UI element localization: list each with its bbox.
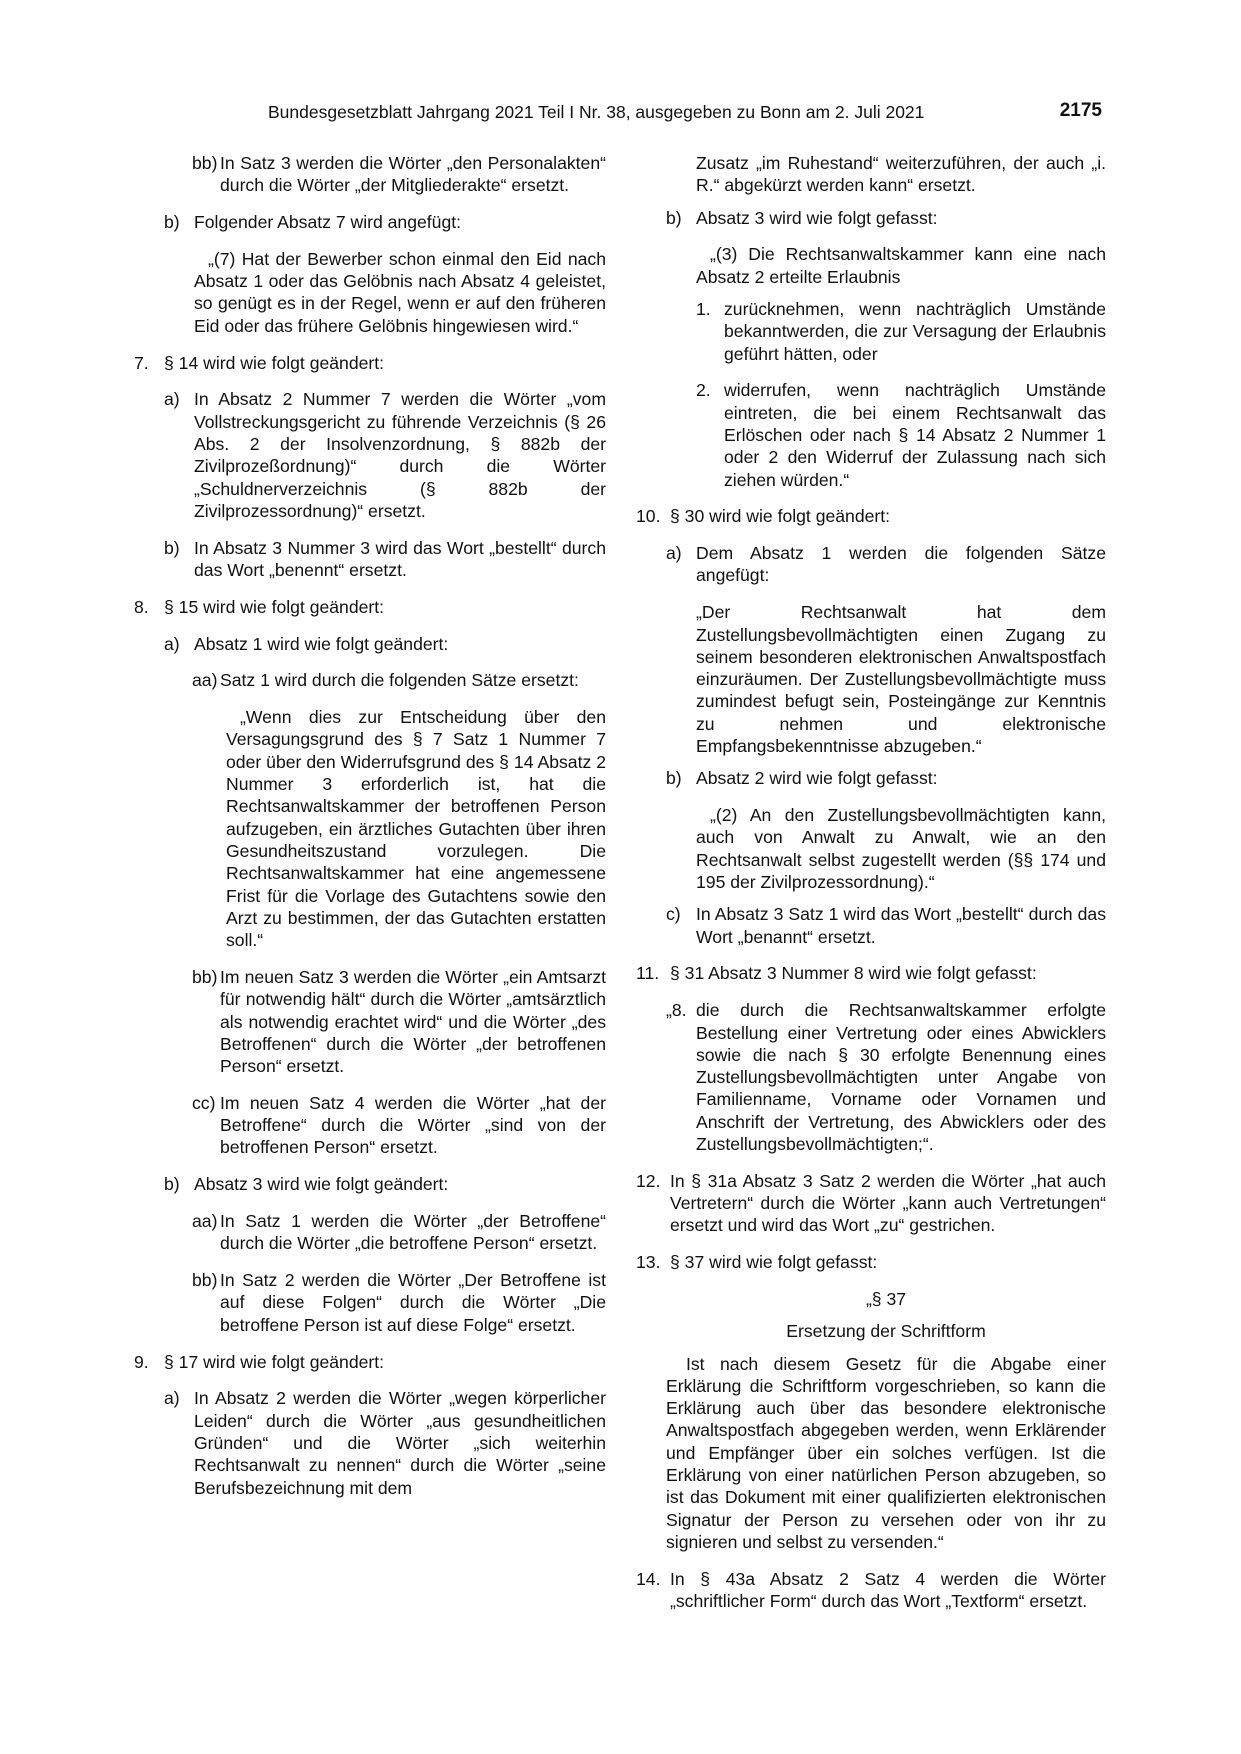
item-number: a) xyxy=(164,633,180,654)
item-number: 7. xyxy=(134,352,149,373)
item-number: a) xyxy=(666,543,682,564)
item-text: die durch die Rechtsanwaltskammer erfolgte Bestellung einer Vertretung oder eines Abwicklers sowie die nach § 30 erfolgte Benennung eines Zustellungsbevollmächtigten unter Angabe von Familienname, Vorname oder Vornamen und Anschrift der Vertretung, des Abwicklers oder des Zustellungsbevollmächtigten;“. xyxy=(696,1000,1106,1154)
quoted-text: „(7) Hat der Bewerber schon einmal den Eid nach Absatz 1 oder das Gelöbnis nach Absatz 4 geleistet, so genügt es in der Regel, wenn er auf den früheren Eid oder das frühere Gelöbnis hingewiesen wird.“ xyxy=(194,248,606,336)
quoted-text: „Wenn dies zur Entscheidung über den Versagungsgrund des § 7 Satz 1 Nummer 7 oder über den Widerrufsgrund des § 14 Absatz 2 Nummer 3 erforderlich ist, hat die Rechtsanwaltskammer der betroffenen Person aufzugeben, ein ärztliches Gutachten über ihren Gesundheitszustand vorzulegen. Die Rechtsanwaltskammer hat eine angemessene Frist für die Vorlage des Gutachtens sowie den Arzt zu bestimmen, der das Gutachten erstatten soll.“ xyxy=(226,707,606,951)
list-item xyxy=(636,962,1106,984)
item-number: bb) xyxy=(192,966,218,987)
list-item xyxy=(134,1351,606,1373)
list-item xyxy=(636,1568,1106,1613)
quoted-text: „(3) Die Rechtsanwaltskammer kann eine nach Absatz 2 erteilte Erlaubnis xyxy=(696,244,1106,287)
running-header: Bundesgesetzblatt Jahrgang 2021 Teil I Nr. 38, ausgegeben zu Bonn am 2. Juli 2021 xyxy=(268,102,925,122)
page-header xyxy=(0,100,1241,128)
list-item xyxy=(666,999,1106,1155)
left-column xyxy=(134,152,606,1513)
quoted-text: „(2) An den Zustellungsbevollmächtigten kann, auch von Anwalt zu Anwalt, wie an den Rechtsanwalt selbst zugestellt werden (§§ 174 und 195 der Zivilprozessordnung).“ xyxy=(696,805,1106,893)
item-number: 11. xyxy=(636,963,660,984)
item-number: 14. xyxy=(636,1568,661,1589)
item-text: Satz 1 wird durch die folgenden Sätze ersetzt: xyxy=(220,670,579,691)
list-item xyxy=(666,207,1106,229)
list-item xyxy=(164,1387,606,1498)
item-text: Absatz 3 wird wie folgt gefasst: xyxy=(696,207,938,228)
right-column xyxy=(636,152,1106,1627)
list-item xyxy=(192,1092,606,1159)
item-text: § 30 wird wie folgt geändert: xyxy=(670,506,891,527)
page-number: 2175 xyxy=(1059,100,1102,121)
item-number: b) xyxy=(164,537,180,558)
item-number: cc) xyxy=(192,1092,216,1113)
list-item xyxy=(134,596,606,618)
list-item xyxy=(134,352,606,374)
section-title: Ersetzung der Schriftform xyxy=(786,1321,986,1342)
list-item xyxy=(666,542,1106,587)
item-text: § 37 wird wie folgt gefasst: xyxy=(670,1252,878,1273)
item-number: b) xyxy=(164,1174,180,1195)
item-text: In Satz 1 werden die Wörter „der Betroffene“ durch die Wörter „die betroffene Person“ ersetzt. xyxy=(220,1211,606,1254)
item-text: Absatz 1 wird wie folgt geändert: xyxy=(194,633,449,654)
list-item xyxy=(666,767,1106,789)
list-item xyxy=(164,211,606,233)
item-text: Folgender Absatz 7 wird angefügt: xyxy=(194,212,462,233)
item-number: bb) xyxy=(192,1270,218,1291)
item-text: § 31 Absatz 3 Nummer 8 wird wie folgt gefasst: xyxy=(670,963,1037,984)
item-text: In Absatz 3 Nummer 3 wird das Wort „bestellt“ durch das Wort „benennt“ ersetzt. xyxy=(194,537,606,580)
list-item xyxy=(636,1251,1106,1273)
item-number: „8. xyxy=(666,1000,687,1021)
section-text: Ist nach diesem Gesetz für die Abgabe einer Erklärung die Schriftform vorgeschrieben, so kann die Erklärung auch über das besondere elektronische Anwaltspostfach abgegeben werden, wenn Erklärender und Empfänger über ein solches verfügen. Ist die Erklärung von einer natürlichen Person abzugeben, so ist das Dokument mit einer qualifizierten elektronischen Signatur der Person zu versehen oder von ihr zu signieren und selbst zu versenden.“ xyxy=(666,1353,1106,1552)
item-number: aa) xyxy=(192,1211,218,1232)
item-text: § 14 wird wie folgt geändert: xyxy=(164,352,385,373)
list-item xyxy=(636,505,1106,527)
list-item xyxy=(192,152,606,197)
item-number: 9. xyxy=(134,1351,149,1372)
continued-text: Zusatz „im Ruhestand“ weiterzuführen, der auch „i. R.“ abgekürzt werden kann“ ersetzt. xyxy=(696,153,1106,196)
list-item xyxy=(164,1173,606,1195)
list-item xyxy=(192,1269,606,1336)
item-text: In Absatz 2 Nummer 7 werden die Wörter „vom Vollstreckungsgericht zu führende Verzeichnis (§ 26 Abs. 2 der Insolvenzordnung, § 882b der Zivilprozeßordnung)“ durch die Wörter „Schuldnerverzeichnis (§ 882b der Zivilprozessordnung)“ ersetzt. xyxy=(194,389,606,521)
list-item xyxy=(164,633,606,655)
item-text: § 17 wird wie folgt geändert: xyxy=(164,1351,385,1372)
list-item xyxy=(192,966,606,1077)
item-text: Absatz 2 wird wie folgt gefasst: xyxy=(696,768,938,789)
item-number: 2. xyxy=(696,380,711,401)
item-number: 10. xyxy=(636,506,661,527)
item-number: b) xyxy=(666,768,682,789)
item-text: In Absatz 3 Satz 1 wird das Wort „bestellt“ durch das Wort „benannt“ ersetzt. xyxy=(696,904,1106,947)
list-item xyxy=(696,298,1106,365)
item-number: a) xyxy=(164,1388,180,1409)
item-number: a) xyxy=(164,389,180,410)
list-item xyxy=(696,379,1106,490)
list-item xyxy=(192,1210,606,1255)
item-number: aa) xyxy=(192,670,218,691)
list-item xyxy=(164,388,606,522)
item-number: 12. xyxy=(636,1170,661,1191)
item-text: In § 43a Absatz 2 Satz 4 werden die Wörter „schriftlicher Form“ durch das Wort „Textform“ ersetzt. xyxy=(670,1568,1106,1612)
item-text: In Absatz 2 werden die Wörter „wegen körperlicher Leiden“ durch die Wörter „aus gesundheitlichen Gründen“ und die Wörter „sich weiterhin Rechtsanwalt zu nennen“ durch die Wörter „seine Berufsbezeichnung mit dem xyxy=(194,1388,606,1498)
item-number: b) xyxy=(666,207,682,228)
list-item xyxy=(636,1170,1106,1237)
item-number: 13. xyxy=(636,1252,661,1273)
list-item xyxy=(192,669,606,691)
item-text: widerrufen, wenn nachträglich Umstände eintreten, die bei einem Rechtsanwalt das Erlöschen oder nach § 14 Absatz 2 Nummer 1 oder 2 den Widerruf der Zulassung nach sich ziehen würden.“ xyxy=(724,380,1106,490)
item-number: b) xyxy=(164,212,180,233)
item-text: In Satz 2 werden die Wörter „Der Betroffene ist auf diese Folgen“ durch die Wörter „Die betroffene Person ist auf diese Folge“ ersetzt. xyxy=(220,1270,606,1335)
item-text: Dem Absatz 1 werden die folgenden Sätze angefügt: xyxy=(696,543,1106,586)
item-text: Im neuen Satz 4 werden die Wörter „hat der Betroffene“ durch die Wörter „sind von der betroffenen Person“ ersetzt. xyxy=(220,1092,606,1158)
item-text: zurücknehmen, wenn nachträglich Umstände bekanntwerden, die zur Versagung der Erlaubnis geführt hätten, oder xyxy=(724,298,1106,364)
item-number: bb) xyxy=(192,153,218,173)
item-text: Im neuen Satz 3 werden die Wörter „ein Amtsarzt für notwendig hält“ durch die Wörter „amtsärztlich als notwendig erachtet wird“ und die Wörter „des Betroffenen“ durch die Wörter „der betroffenen Person“ ersetzt. xyxy=(220,966,606,1077)
section-number: „§ 37 xyxy=(865,1288,907,1309)
item-number: c) xyxy=(666,904,681,925)
item-text: In Satz 3 werden die Wörter „den Personalakten“ durch die Wörter „der Mitgliederakte“ ersetzt. xyxy=(220,153,606,196)
quoted-text: „Der Rechtsanwalt hat dem Zustellungsbevollmächtigten einen Zugang zu seinem besonderen elektronischen Anwaltspostfach einzuräumen. Der Zustellungsbevollmächtigte muss zumindest befugt sein, Posteingänge zur Kenntnis zu nehmen und elektronische Empfangsbekenntnisse abzugeben.“ xyxy=(696,602,1106,757)
item-number: 1. xyxy=(696,298,711,319)
item-number: 8. xyxy=(134,596,149,617)
list-item xyxy=(164,537,606,582)
item-text: Absatz 3 wird wie folgt geändert: xyxy=(194,1174,449,1195)
item-text: § 15 wird wie folgt geändert: xyxy=(164,596,385,617)
list-item xyxy=(666,903,1106,948)
item-text: In § 31a Absatz 3 Satz 2 werden die Wörter „hat auch Vertretern“ durch die Wörter „kann auch Vertretungen“ ersetzt und wird das Wort „zu“ gestrichen. xyxy=(670,1170,1106,1236)
